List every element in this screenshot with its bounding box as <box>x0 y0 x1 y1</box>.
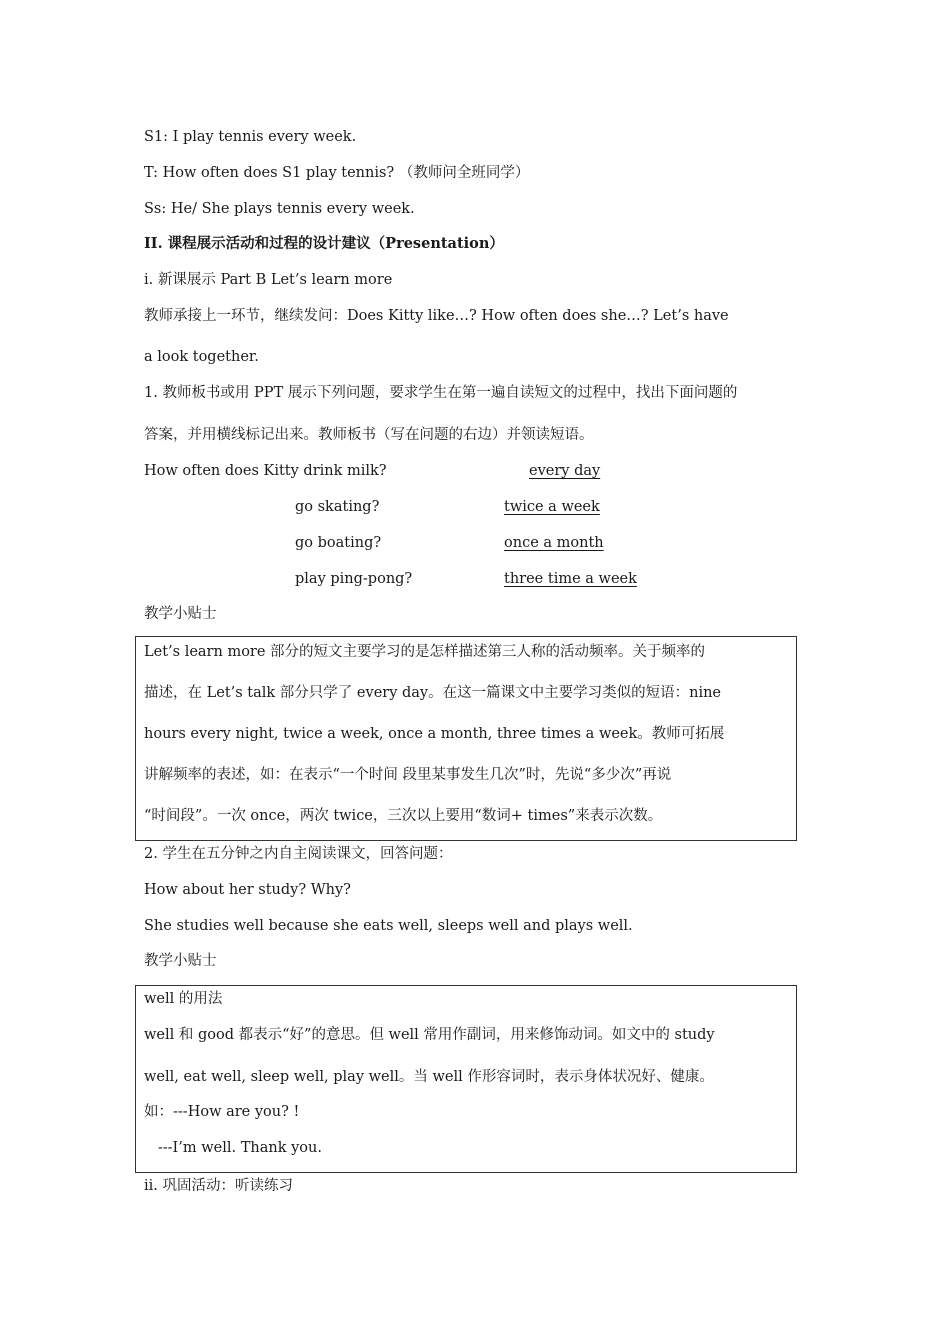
answer-text: twice a week <box>504 499 600 515</box>
question-row: go boating? <box>295 535 382 551</box>
subsection-i: i. 新课展示 Part B Let’s learn more <box>144 272 393 288</box>
answer-text: once a month <box>504 535 604 551</box>
tip-line: ---I’m well. Thank you. <box>144 1140 322 1156</box>
tip-box-well <box>135 985 797 1173</box>
step2-line: 2. 学生在五分钟之内自主阅读课文，回答问题： <box>144 846 453 862</box>
tip-label: 教学小贴士 <box>144 606 217 622</box>
step1-line-1: 1. 教师板书或用 PPT 展示下列问题，要求学生在第一遍自读短文的过程中，找出下面问题的 <box>144 385 738 401</box>
question-row: go skating? <box>295 499 380 515</box>
tip-line: 讲解频率的表述，如：在表示“一个时间 段里某事发生几次”时，先说“多少次”再说 <box>144 767 672 783</box>
answer-2: She studies well because she eats well, sleeps well and plays well. <box>144 918 633 934</box>
tip-line: hours every night, twice a week, once a month, three times a week。教师可拓展 <box>144 726 725 742</box>
tip-line: “时间段”。一次 once，两次 twice，三次以上要用“数词+ times”来表示次数。 <box>144 808 663 824</box>
tip-label: 教学小贴士 <box>144 953 217 969</box>
tip-line: well, eat well, sleep well, play well。当 well 作形容词时，表示身体状况好、健康。 <box>144 1069 714 1085</box>
line-s1: S1: I play tennis every week. <box>144 129 357 145</box>
answer-text: three time a week <box>504 571 637 587</box>
question-row: How often does Kitty drink milk? <box>144 463 387 479</box>
tip-line: 描述，在 Let’s talk 部分只学了 every day。在这一篇课文中主要学习类似的短语：nine <box>144 685 722 701</box>
section-heading: II. 课程展示活动和过程的设计建议（Presentation） <box>144 235 504 252</box>
tip-box-frequency <box>135 636 797 841</box>
tip-line: well 和 good 都表示“好”的意思。但 well 常用作副词，用来修饰动词。如文中的 study <box>144 1027 715 1043</box>
step1-line-2: 答案，并用横线标记出来。教师板书（写在问题的右边）并领读短语。 <box>144 427 594 443</box>
question-2: How about her study? Why? <box>144 882 351 898</box>
line-t: T: How often does S1 play tennis? （教师问全班同学） <box>144 165 530 181</box>
tip-line: well 的用法 <box>144 991 223 1007</box>
subsection-ii: ii. 巩固活动：听读练习 <box>144 1178 293 1194</box>
line-ss: Ss: He/ She plays tennis every week. <box>144 201 415 217</box>
tip-line: Let’s learn more 部分的短文主要学习的是怎样描述第三人称的活动频率。关于频率的 <box>144 644 706 660</box>
intro-line-1: 教师承接上一环节，继续发问：Does Kitty like…? How often does she…? Let’s have <box>144 308 729 324</box>
question-row: play ping-pong? <box>295 571 413 587</box>
tip-line: 如：---How are you? ! <box>144 1104 300 1120</box>
answer-text: every day <box>529 463 601 479</box>
intro-line-2: a look together. <box>144 349 259 365</box>
